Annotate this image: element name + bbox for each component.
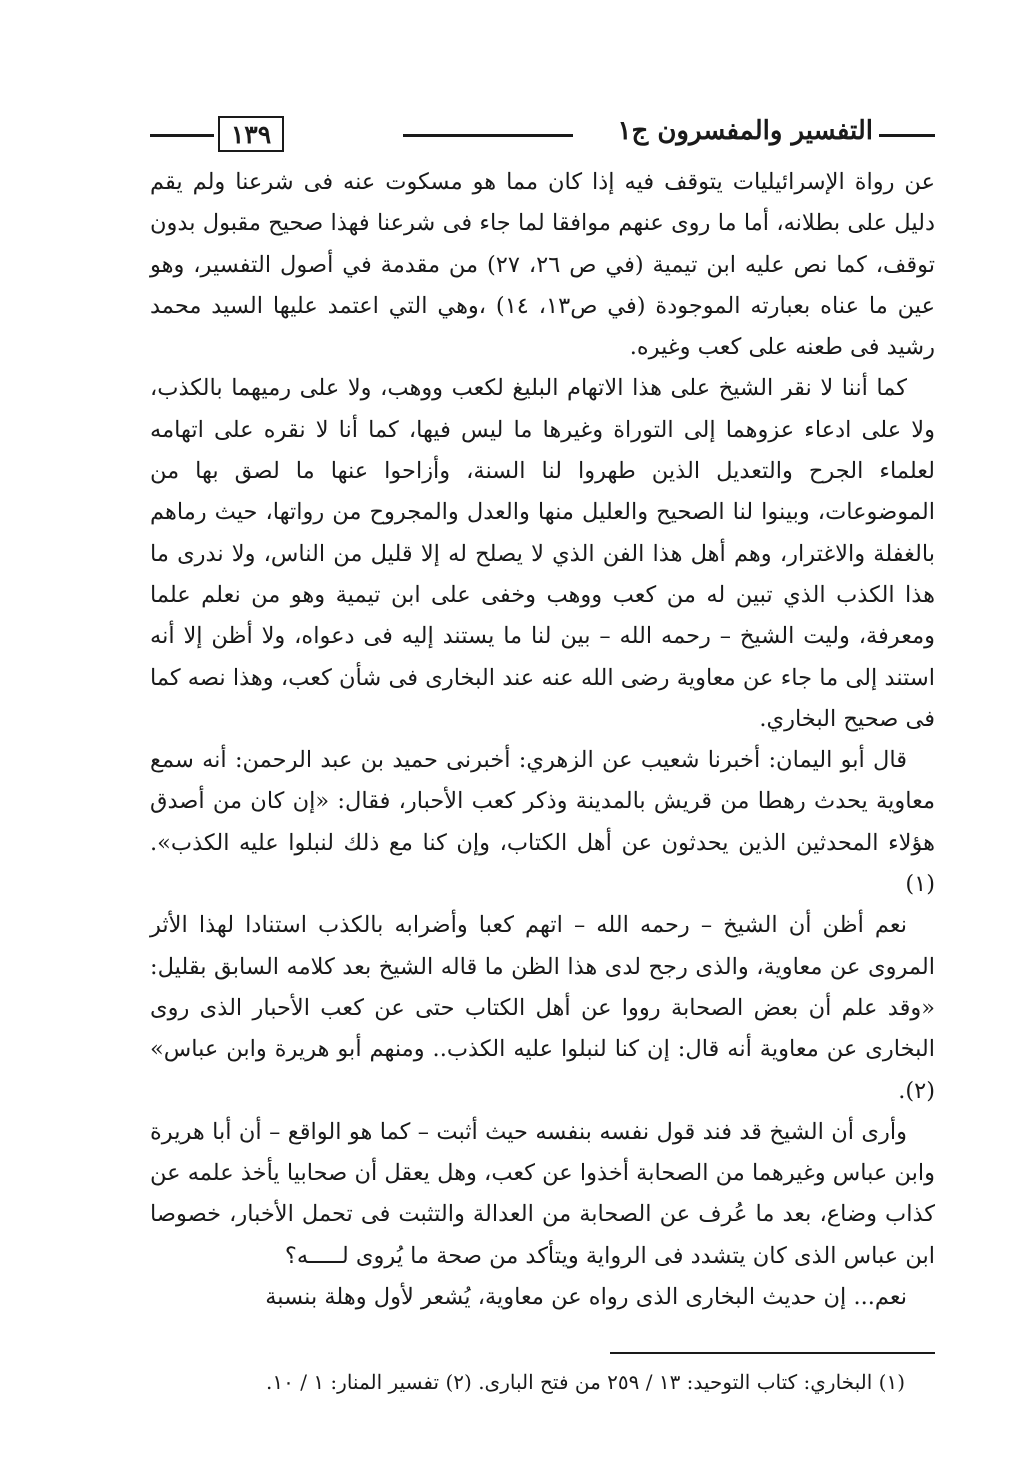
paragraph-1: عن رواة الإسرائيليات يتوقف فيه إذا كان مما هو مسكوت عنه فى شرعنا ولم يقم دليل على بطلانه، أما ما روى عنهم موافقا لما جاء فى شرعنا فهذا صحيح مقبول بدون توقف، كما نص عليه ابن تيمية (في ص ٢٦، ٢٧) من مقدمة في أصول التفسير، وهو عين ما عناه بعبارته الموجودة (في ص١٣، ١٤) ،وهي التي اعتمد عليها السيد محمد رشيد فى طعنه على كعب وغيره. [150,169,935,361]
page-number: ١٣٩ [230,119,272,149]
paragraph-6: نعم... إن حديث البخارى الذى رواه عن معاوية، يُشعر لأول وهلة بنسبة [265,1284,907,1311]
paragraph-5: وأرى أن الشيخ قد فند قول نفسه بنفسه حيث أثبت – كما هو الواقع – أن أبا هريرة وابن عباس وغيرهما من الصحابة أخذوا عن كعب، وهل يعقل أن صحابيا يأخذ علمه عن كذاب وضاع، بعد ما عُرف عن الصحابة من العدالة والتثبت فى تحمل الأخبار، خصوصا ابن عباس الذى كان يتشدد فى الرواية ويتأكد من صحة ما يُروى لـــــه؟ [150,1118,935,1269]
book-page [150,112,935,1398]
header-rule-right [879,134,935,137]
paragraph-2: كما أننا لا نقر الشيخ على هذا الاتهام البليغ لكعب ووهب، ولا على رميهما بالكذب، ولا على ادعاء عزوهما إلى التوراة وغيرها ما ليس فيها، كما أنا لا نقره على اتهامه لعلماء الجرح والتعديل الذين طهروا لنا السنة، وأزاحوا عنها ما لصق بها من الموضوعات، وبينوا لنا الصحيح والعليل منها والعدل والمجروح من رواتها، حيث رماهم بالغفلة والاغترار، وهم أهل هذا الفن الذي لا يصلح له إلا قليل من الناس، ولا ندرى ما هذا الكذب الذي تبين له من كعب ووهب وخفى على ابن تيمية وهو من نعلم علما ومعرفة، وليت الشيخ – رحمه الله – بين لنا ما يستند إليه فى دعواه، ولا أظن إلا أنه استند إلى ما جاء عن معاوية رضى الله عنه عند البخارى فى شأن كعب، وهذا نصه كما فى صحيح البخاري. [150,375,935,732]
body-text [150,162,935,1318]
footnote-divider [610,1352,935,1354]
page-title: التفسير والمفسرون ج١ [617,116,873,146]
paragraph-3: قال أبو اليمان: أخبرنا شعيب عن الزهري: أخبرنى حميد بن عبد الرحمن: أنه سمع معاوية يحدث رهطا من قريش بالمدينة وذكر كعب الأحبار، فقال: «إن كان من أصدق هؤلاء المحدثين الذين يحدثون عن أهل الكتاب، وإن كنا مع ذلك لنبلوا عليه الكذب». (١) [150,747,935,898]
footnotes: (١) البخاري: كتاب التوحيد: ١٣ / ٢٥٩ من فتح البارى. (٢) تفسير المنار: ١ / ١٠. [266,1370,905,1395]
header-rule-left [150,134,214,137]
header-rule-middle [403,134,573,137]
paragraph-4: نعم أظن أن الشيخ – رحمه الله – اتهم كعبا وأضرابه بالكذب استنادا لهذا الأثر المروى عن معاوية، والذى رجح لدى هذا الظن ما قاله الشيخ بعد كلامه السابق بقليل: «وقد علم أن بعض الصحابة رووا عن أهل الكتاب حتى عن كعب الأحبار الذى روى البخارى عن معاوية أنه قال: إن كنا لنبلوا عليه الكذب.. ومنهم أبو هريرة وابن عباس» (٢). [150,912,935,1104]
page-header [150,112,935,160]
page-number-box [218,116,284,152]
